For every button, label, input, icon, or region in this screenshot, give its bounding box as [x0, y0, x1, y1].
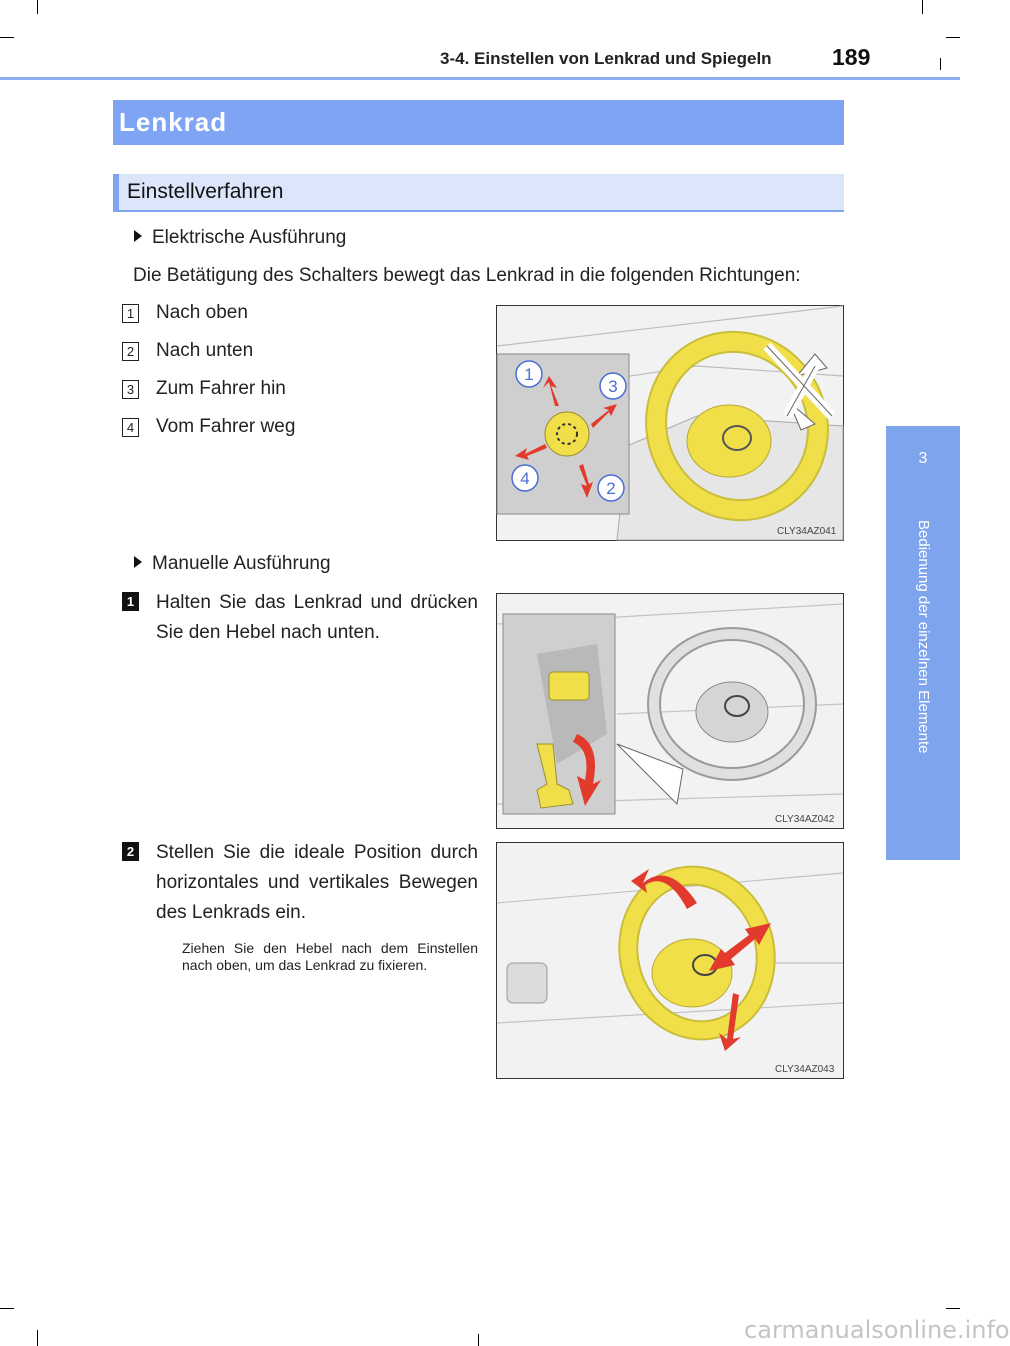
figure-code: CLY34AZ042 [775, 814, 835, 825]
direction-item: Nach unten [156, 340, 254, 361]
lever-illustration [497, 594, 843, 828]
running-header-title: 3-4. Einstellen von Lenkrad und Spiegeln [440, 49, 772, 68]
step-number: 2 [122, 842, 139, 861]
crop-mark [0, 37, 14, 38]
section-title: Lenkrad [113, 100, 844, 145]
electric-heading [134, 227, 346, 249]
subsection-title: Einstellverfahren [113, 174, 844, 212]
step-number: 1 [122, 592, 139, 611]
triangle-bullet-icon [134, 230, 142, 242]
crop-mark [946, 37, 960, 38]
manual-heading [134, 553, 331, 575]
item-number: 4 [122, 418, 139, 437]
crop-mark [940, 58, 941, 70]
chapter-title: Bedienung der einzelnen Elemente [915, 520, 932, 754]
figure-electric-steering [496, 305, 844, 541]
crop-mark [478, 1334, 479, 1346]
page-number: 189 [832, 44, 871, 70]
electric-heading-text: Elektrische Ausführung [152, 227, 347, 248]
steering-illustration-electric [497, 306, 843, 540]
figure-code: CLY34AZ041 [777, 526, 837, 537]
figure-manual-lever [496, 593, 844, 829]
electric-intro: Die Betätigung des Schalters bewegt das Lenkrad in die folgenden Richtungen: [133, 265, 801, 286]
direction-item: Vom Fahrer weg [156, 416, 296, 437]
figure-manual-adjust [496, 842, 844, 1079]
crop-mark [922, 0, 923, 14]
adjust-illustration [497, 843, 843, 1078]
direction-item: Zum Fahrer hin [156, 378, 286, 399]
triangle-bullet-icon [134, 556, 142, 568]
manual-heading-text: Manuelle Ausführung [152, 553, 331, 574]
step-text: Halten Sie das Lenkrad und drücken Sie den Hebel nach unten. [156, 592, 478, 643]
crop-mark [37, 1330, 38, 1346]
figure-code: CLY34AZ043 [775, 1064, 835, 1075]
chapter-number: 3 [918, 450, 928, 467]
crop-mark [37, 0, 38, 14]
header-rule [0, 77, 960, 80]
figure-callout: 1 [524, 365, 534, 384]
item-number: 2 [122, 342, 139, 361]
item-number: 1 [122, 304, 139, 323]
step-text: Stellen Sie die ideale Position durch horizontales und vertikales Bewegen des Lenkrads ein. [156, 842, 478, 923]
step-note: Ziehen Sie den Hebel nach dem Einstellen nach oben, um das Lenkrad zu fixieren. [182, 940, 478, 973]
item-number: 3 [122, 380, 139, 399]
direction-item: Nach oben [156, 302, 248, 323]
figure-callout: 4 [520, 469, 530, 488]
crop-mark [0, 1308, 14, 1309]
figure-callout: 2 [606, 479, 616, 498]
crop-mark [946, 1308, 960, 1309]
watermark: carmanualsonline.info [744, 1316, 1010, 1344]
figure-callout: 3 [608, 377, 618, 396]
